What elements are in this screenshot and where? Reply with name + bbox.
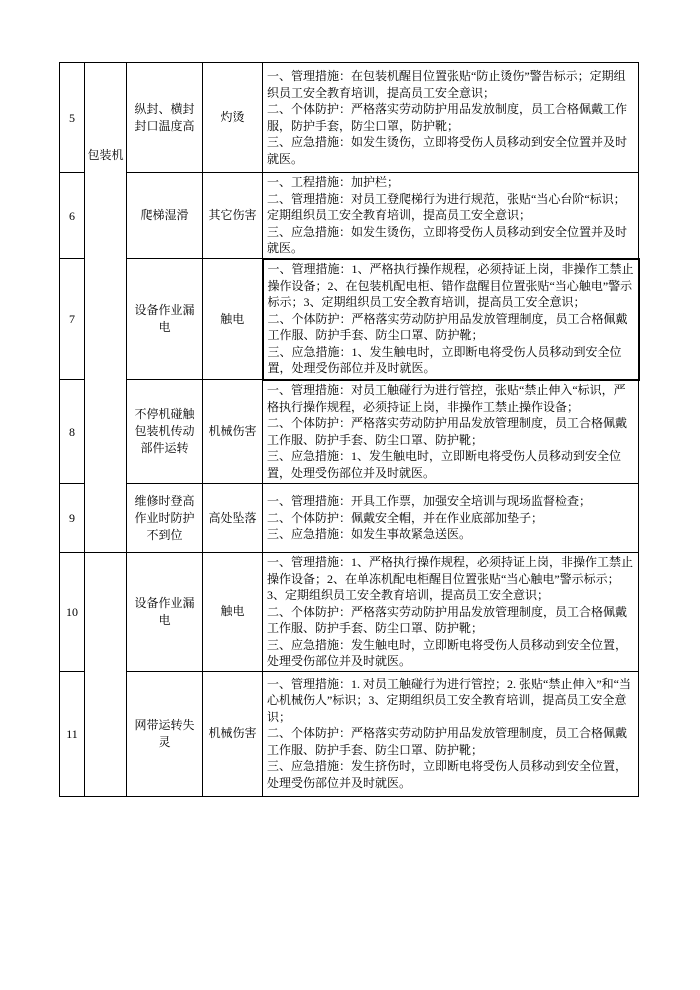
measures-cell-highlighted <box>263 259 639 380</box>
measures-cell <box>263 173 639 259</box>
measure-item: 一、管理措施：1. 对员工触碰行为进行管控；2. 张贴“禁止伸入”和“当心机械伤人”标识；3、定期组织员工安全教育培训，提高员工安全意识； <box>267 676 631 724</box>
row-number-cell: 5 <box>60 63 85 173</box>
measure-item: 三、应急措施：发生挤伤时，立即断电将受伤人员移动到安全位置，处理受伤部位并及时就医。 <box>267 759 628 790</box>
measures-cell <box>263 484 639 553</box>
table-row <box>60 63 639 173</box>
measure-item: 二、管理措施：对员工登爬梯行为进行规范，张贴“当心台阶“标识；定期组织员工安全教育培训，提高员工安全意识； <box>267 191 626 222</box>
measure-item: 二、个体防护：严格落实劳动防护用品发放管理制度，员工合格佩戴工作服、防护手套、防尘口罩、防护靴； <box>267 416 628 447</box>
measure-item: 三、应急措施：发生触电时，立即断电将受伤人员移动到安全位置，处理受伤部位并及时就医。 <box>267 637 628 668</box>
hazard-cell: 网带运转失灵 <box>127 671 203 796</box>
measure-item: 一、工程措施：加护栏； <box>267 175 400 189</box>
risk-type-cell: 灼烫 <box>203 63 263 173</box>
measures-cell <box>263 553 639 672</box>
hazard-control-table <box>59 62 640 797</box>
hazard-cell: 设备作业漏电 <box>127 553 203 672</box>
risk-type-cell: 机械伤害 <box>203 380 263 484</box>
risk-type-cell: 触电 <box>203 553 263 672</box>
measure-item: 二、个体防护：严格落实劳动防护用品发放制度，员工合格佩戴工作服，防护手套，防尘口罩，防护靴； <box>267 102 628 133</box>
table-row <box>60 173 639 259</box>
measures-cell <box>263 380 639 484</box>
risk-type-cell: 触电 <box>203 259 263 380</box>
risk-type-cell: 高处坠落 <box>203 484 263 553</box>
measure-item: 一、管理措施：1、严格执行操作规程，必须持证上岗，非操作工禁止操作设备；2、在包装机配电柜、错作盘醒目位置张贴“当心触电”警示标示；3、定期组织员工安全教育培训，提高员工安全意识； <box>267 262 634 310</box>
hazard-cell: 不停机碰触包装机传动部件运转 <box>127 380 203 484</box>
row-number-cell: 7 <box>60 259 85 380</box>
row-number-cell: 6 <box>60 173 85 259</box>
row-number-cell: 8 <box>60 380 85 484</box>
row-number-cell: 10 <box>60 553 85 672</box>
hazard-cell: 设备作业漏电 <box>127 259 203 380</box>
hazard-cell: 爬梯湿滑 <box>127 173 203 259</box>
measure-item: 二、个体防护：严格落实劳动防护用品发放管理制度，员工合格佩戴工作服、防护手套、防尘口罩、防护靴； <box>267 604 628 635</box>
measure-item: 三、应急措施：1、发生触电时，立即断电将受伤人员移动到安全位置，处理受伤部位并及时就医。 <box>267 344 622 376</box>
table-row <box>60 553 639 672</box>
measure-item: 三、应急措施：如发生事故紧急送医。 <box>267 527 472 542</box>
measure-item: 一、管理措施：在包装机醒目位置张贴“防止烫伤”警告标示；定期组织员工安全教育培训，提高员工安全意识； <box>267 69 626 100</box>
measure-item: 二、个体防护：严格落实劳动防护用品发放管理制度，员工合格佩戴工作服、防护手套、防尘口罩、防护靴； <box>267 726 628 757</box>
row-number-cell: 11 <box>60 671 85 796</box>
risk-type-cell: 机械伤害 <box>203 671 263 796</box>
machine-cell-empty <box>85 553 127 797</box>
measure-item: 一、管理措施：1、严格执行操作规程，必须持证上岗，非操作工禁止操作设备；2、在单冻机配电柜醒目位置张贴“当心触电”警示标示；3、定期组织员工安全教育培训，提高员工安全意识； <box>267 555 634 602</box>
measure-item: 二、个体防护：佩戴安全帽，并在作业底部加垫子； <box>267 510 544 525</box>
measure-item: 一、管理措施：对员工触碰行为进行管控，张贴“禁止伸入“标识，严格执行操作规程，必须持证上岗，非操作工禁止操作设备； <box>267 383 626 414</box>
table-row <box>60 484 639 553</box>
measure-item: 三、应急措施：1、发生触电时，立即断电将受伤人员移动到安全位置，处理受伤部位并及时就医。 <box>267 449 622 480</box>
measure-item: 二、个体防护：严格落实劳动防护用品发放管理制度，员工合格佩戴工作服、防护手套、防尘口罩、防护靴； <box>267 311 628 343</box>
measure-item: 三、应急措施：如发生烫伤，立即将受伤人员移动到安全位置并及时就医。 <box>267 135 628 166</box>
hazard-cell: 纵封、横封封口温度高 <box>127 63 203 173</box>
table-row <box>60 380 639 484</box>
measures-cell <box>263 63 639 173</box>
table-row <box>60 671 639 796</box>
hazard-cell: 维修时登高作业时防护不到位 <box>127 484 203 553</box>
row-number-cell: 9 <box>60 484 85 553</box>
measure-item: 一、管理措施：开具工作票，加强安全培训与现场监督检查； <box>267 494 592 509</box>
machine-cell: 包装机 <box>85 63 127 553</box>
measures-cell <box>263 671 639 796</box>
measure-item: 三、应急措施：如发生烫伤，立即将受伤人员移动到安全位置并及时就医。 <box>267 224 628 255</box>
table-row <box>60 259 639 380</box>
risk-type-cell: 其它伤害 <box>203 173 263 259</box>
